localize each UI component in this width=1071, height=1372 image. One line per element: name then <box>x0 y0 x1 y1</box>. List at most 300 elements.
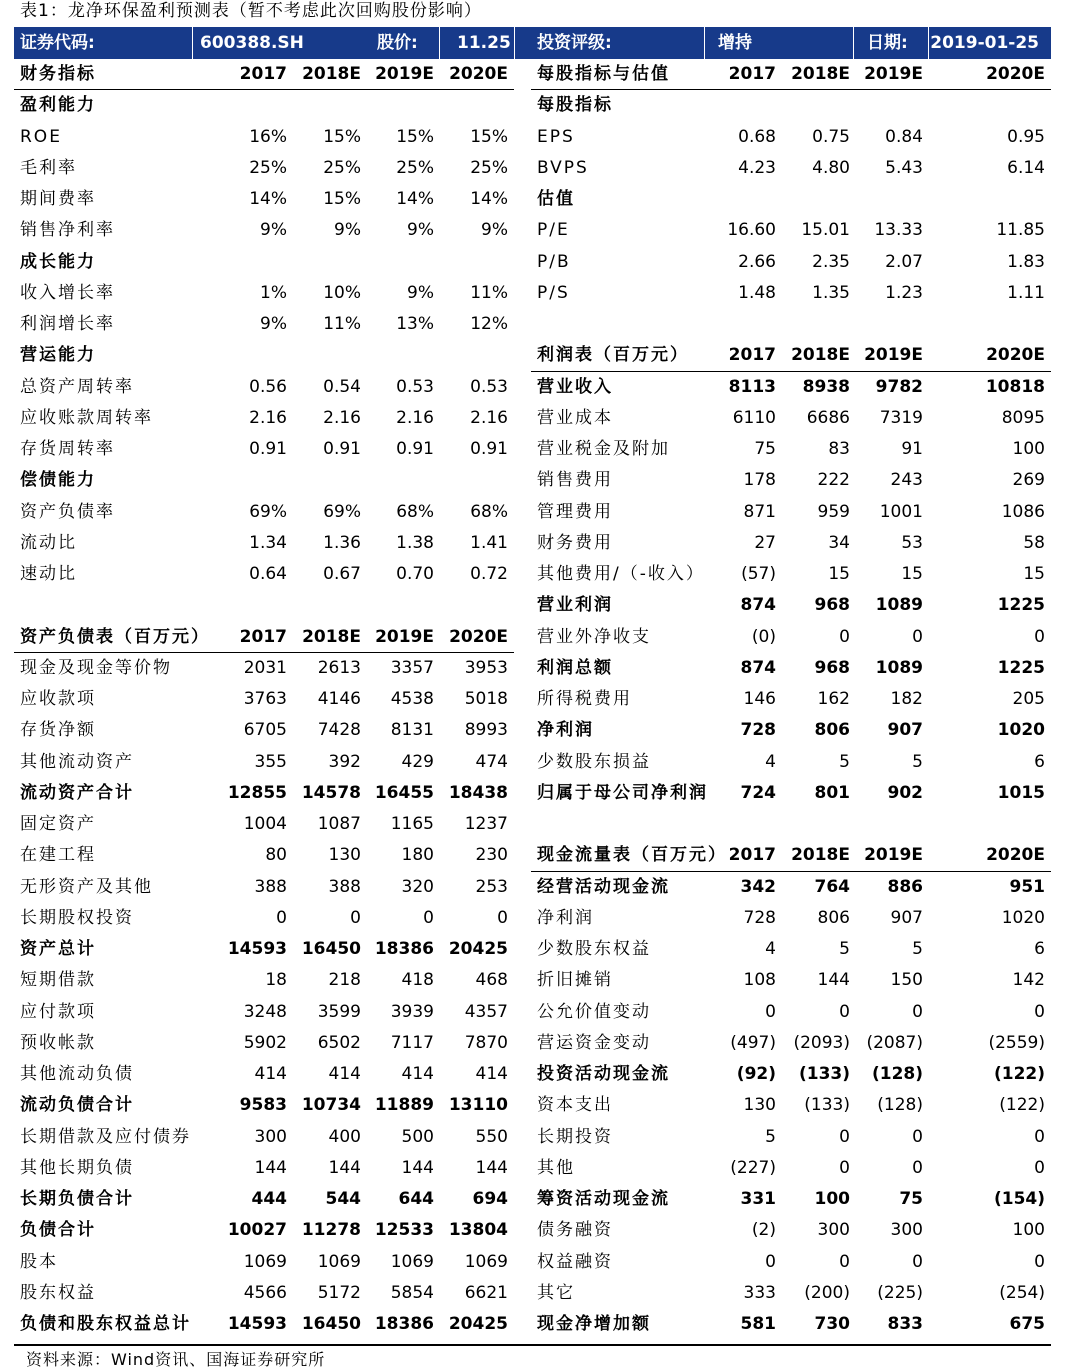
row-value: (2) <box>751 1220 776 1241</box>
row-value: 4 <box>765 939 776 959</box>
row-value: 0 <box>1034 1001 1045 1022</box>
row-value: 0 <box>1034 626 1045 647</box>
table-row <box>531 684 1051 715</box>
row-value: 12533 <box>374 1220 434 1241</box>
row-value: 180 <box>401 845 434 866</box>
row-label: 所得税费用 <box>537 689 632 709</box>
row-value: 0 <box>912 1126 923 1147</box>
row-label: 每股指标 <box>537 95 613 116</box>
row-value: 11% <box>323 314 361 334</box>
row-label: 其他费用/（-收入） <box>537 564 705 584</box>
table-row <box>531 184 1051 215</box>
row-value: 2018E <box>791 64 850 84</box>
table-caption: 表1：龙净环保盈利预测表（暂不考虑此次回购股份影响） <box>20 1 482 21</box>
row-value: (227) <box>730 1157 776 1178</box>
table-row <box>531 1153 1051 1184</box>
row-value: 5 <box>839 751 850 772</box>
row-value: 13.33 <box>874 220 923 241</box>
row-label: 估值 <box>537 189 575 209</box>
row-value: 9% <box>407 220 434 241</box>
stock-code-value: 600388.SH <box>200 33 304 53</box>
table-row <box>14 528 514 559</box>
table-row <box>531 497 1051 528</box>
row-label: 期间费率 <box>20 189 96 209</box>
row-value: 959 <box>817 501 850 522</box>
row-label: 成长能力 <box>20 251 96 272</box>
table-row <box>531 122 1051 153</box>
row-value: 0.70 <box>396 564 434 584</box>
row-value: 0 <box>765 1001 776 1022</box>
table-row <box>14 559 514 590</box>
row-value: 75 <box>899 1189 923 1209</box>
row-label: 固定资产 <box>20 814 96 834</box>
row-value: 0 <box>912 1157 923 1178</box>
table-row <box>14 965 514 996</box>
row-value: 300 <box>254 1126 287 1147</box>
row-value: 0.53 <box>470 376 508 397</box>
row-label: 财务指标 <box>20 64 96 84</box>
price-value: 11.25 <box>457 33 511 53</box>
row-value: 222 <box>817 470 850 491</box>
row-label: 长期股权投资 <box>20 907 134 928</box>
row-value: 4.23 <box>738 157 776 178</box>
row-value: (2087) <box>866 1032 923 1053</box>
row-value: 0.95 <box>1007 126 1045 147</box>
row-value: 1089 <box>875 657 923 678</box>
row-label: 长期投资 <box>537 1126 613 1147</box>
table-row <box>531 340 1051 371</box>
row-value: 178 <box>743 470 776 491</box>
row-value: 801 <box>814 782 850 803</box>
row-value: 6502 <box>317 1032 361 1053</box>
row-value: 1069 <box>243 1251 287 1272</box>
row-value: 1020 <box>1001 907 1045 928</box>
row-value: 15% <box>323 189 361 209</box>
row-value: 0 <box>839 1126 850 1147</box>
row-label: 长期借款及应付债券 <box>20 1126 191 1147</box>
table-row <box>14 215 514 246</box>
table-row <box>14 653 514 684</box>
table-row <box>14 684 514 715</box>
table-row <box>14 247 514 278</box>
row-value: 2.16 <box>470 407 508 428</box>
row-value: (254) <box>999 1282 1045 1303</box>
row-value: 2019E <box>375 64 434 84</box>
row-value: 14593 <box>227 939 287 959</box>
row-value: 968 <box>814 595 850 616</box>
row-value: 20425 <box>448 1314 508 1334</box>
row-value: 13804 <box>448 1220 508 1241</box>
row-value: 300 <box>890 1220 923 1241</box>
table-row <box>14 372 514 403</box>
row-value: 14578 <box>301 782 361 803</box>
row-value: 1001 <box>879 501 923 522</box>
row-label: 营运资金变动 <box>537 1032 651 1053</box>
row-label: 营运能力 <box>20 345 96 366</box>
row-value: 2017 <box>728 345 776 366</box>
table-row <box>531 653 1051 684</box>
row-label: 折旧摊销 <box>537 970 613 991</box>
table-row <box>14 903 514 934</box>
row-label: 现金净增加额 <box>537 1314 651 1334</box>
header-bar <box>14 27 1051 59</box>
row-value: 11.85 <box>996 220 1045 241</box>
row-value: 871 <box>743 501 776 522</box>
table-row <box>14 403 514 434</box>
row-value: 5854 <box>390 1282 434 1303</box>
row-value: 14% <box>249 189 287 209</box>
row-label: P/B <box>537 251 571 272</box>
row-label: 归属于母公司净利润 <box>537 782 708 803</box>
row-value: 2018E <box>791 345 850 366</box>
row-value: 388 <box>254 876 287 897</box>
row-label: 权益融资 <box>537 1251 613 1272</box>
row-label: 管理费用 <box>537 501 613 522</box>
table-row <box>531 1184 1051 1215</box>
row-value: 11278 <box>301 1220 361 1241</box>
table-row <box>14 622 514 653</box>
row-label: 预收帐款 <box>20 1032 96 1053</box>
table-row <box>531 903 1051 934</box>
row-value: 0.91 <box>470 439 508 459</box>
header-divider <box>928 27 929 59</box>
row-value: 1089 <box>875 595 923 616</box>
row-value: 1% <box>260 282 287 303</box>
row-value: 1069 <box>317 1251 361 1272</box>
row-value: 0 <box>1034 1251 1045 1272</box>
row-value: 69% <box>323 501 361 522</box>
table-row <box>14 1309 514 1340</box>
row-label: 经营活动现金流 <box>537 876 670 897</box>
source-note: 资料来源：Wind资讯、国海证券研究所 <box>26 1350 326 1369</box>
row-value: 0 <box>497 907 508 928</box>
row-value: 5 <box>912 751 923 772</box>
row-value: 100 <box>1012 1220 1045 1241</box>
row-label: 总资产周转率 <box>20 376 134 397</box>
table-row <box>14 872 514 903</box>
row-label: 其它 <box>537 1282 575 1303</box>
row-value: 162 <box>817 689 850 709</box>
row-value: 907 <box>890 907 923 928</box>
row-value: 144 <box>817 970 850 991</box>
row-value: 2031 <box>243 657 287 678</box>
table-row <box>14 997 514 1028</box>
row-value: 2.35 <box>812 251 850 272</box>
row-value: 392 <box>328 751 361 772</box>
row-value: (57) <box>741 564 776 584</box>
row-value: 0.53 <box>396 376 434 397</box>
row-label: ROE <box>20 126 62 147</box>
row-value: 0.84 <box>885 126 923 147</box>
row-value: 3939 <box>390 1001 434 1022</box>
row-value: 951 <box>1009 876 1045 897</box>
row-value: 144 <box>328 1157 361 1178</box>
row-value: 20425 <box>448 939 508 959</box>
row-value: 3248 <box>243 1001 287 1022</box>
header-divider <box>704 27 705 59</box>
table-row <box>14 1153 514 1184</box>
row-label: 净利润 <box>537 720 594 741</box>
row-value: 1.83 <box>1007 251 1045 272</box>
row-value: 25% <box>249 157 287 178</box>
table-row <box>531 434 1051 465</box>
row-value: 500 <box>401 1126 434 1147</box>
row-value: 0.56 <box>249 376 287 397</box>
row-value: 2017 <box>239 64 287 84</box>
row-value: 0.75 <box>812 126 850 147</box>
row-value: 342 <box>740 876 776 897</box>
row-value: 550 <box>475 1126 508 1147</box>
row-value: 0 <box>1034 1126 1045 1147</box>
table-row <box>14 778 514 809</box>
row-value: (154) <box>993 1189 1045 1209</box>
table-row <box>14 747 514 778</box>
row-value: 53 <box>901 532 923 553</box>
row-value: 5018 <box>464 689 508 709</box>
row-value: 1069 <box>390 1251 434 1272</box>
row-value: 6686 <box>806 407 850 428</box>
row-label: 应收款项 <box>20 689 96 709</box>
table-row <box>14 1122 514 1153</box>
row-value: 6 <box>1034 939 1045 959</box>
table-row <box>531 840 1051 871</box>
row-label: 短期借款 <box>20 970 96 991</box>
row-label: 资本支出 <box>537 1095 613 1116</box>
row-value: 10818 <box>985 376 1045 397</box>
table-row <box>14 1247 514 1278</box>
row-value: 902 <box>887 782 923 803</box>
row-value: 806 <box>814 720 850 741</box>
row-value: 6621 <box>464 1282 508 1303</box>
row-value: 5 <box>839 939 850 959</box>
table-row <box>531 715 1051 746</box>
table-row <box>531 1215 1051 1246</box>
row-value: 5902 <box>243 1032 287 1053</box>
table-row <box>14 809 514 840</box>
row-value: 874 <box>740 657 776 678</box>
table-row <box>14 715 514 746</box>
row-value: 724 <box>740 782 776 803</box>
row-value: 14593 <box>227 1314 287 1334</box>
row-value: 728 <box>743 907 776 928</box>
row-value: 2019E <box>864 845 923 866</box>
row-label: 营业外净收支 <box>537 626 651 647</box>
row-value: 2020E <box>986 345 1045 366</box>
row-value: 11% <box>470 282 508 303</box>
row-value: 2.16 <box>323 407 361 428</box>
row-value: 1015 <box>997 782 1045 803</box>
row-value: 8993 <box>464 720 508 741</box>
table-bottom-rule <box>14 1344 1051 1346</box>
row-value: 142 <box>1012 970 1045 991</box>
row-value: (122) <box>999 1095 1045 1116</box>
row-value: 3763 <box>243 689 287 709</box>
row-value: 218 <box>328 970 361 991</box>
row-value: 2.07 <box>885 251 923 272</box>
row-label: 速动比 <box>20 564 77 584</box>
row-value: 320 <box>401 876 434 897</box>
row-value: 764 <box>814 876 850 897</box>
row-value: 4538 <box>390 689 434 709</box>
row-value: 16450 <box>301 939 361 959</box>
row-value: 69% <box>249 501 287 522</box>
table-row <box>531 809 1051 840</box>
row-value: 0 <box>1034 1157 1045 1178</box>
table-row <box>14 184 514 215</box>
row-label: 流动资产合计 <box>20 782 134 803</box>
table-row <box>531 1028 1051 1059</box>
table-row <box>531 1059 1051 1090</box>
table-row <box>531 309 1051 340</box>
row-label: 筹资活动现金流 <box>537 1189 670 1209</box>
row-label: 利润增长率 <box>20 314 115 334</box>
table-row <box>14 1059 514 1090</box>
table-row <box>14 340 514 371</box>
row-label: 盈利能力 <box>20 95 96 116</box>
row-value: 414 <box>328 1064 361 1084</box>
row-value: 2017 <box>239 626 287 647</box>
header-divider <box>439 27 440 59</box>
row-value: 10027 <box>227 1220 287 1241</box>
row-value: 6705 <box>243 720 287 741</box>
row-value: 0.67 <box>323 564 361 584</box>
row-value: 144 <box>475 1157 508 1178</box>
row-value: 1.35 <box>812 282 850 303</box>
row-value: 544 <box>325 1189 361 1209</box>
row-label: 营业利润 <box>537 595 613 616</box>
row-value: 0 <box>350 907 361 928</box>
row-value: 2019E <box>864 64 923 84</box>
row-value: 16.60 <box>727 220 776 241</box>
table-row <box>531 1278 1051 1309</box>
row-value: 253 <box>475 876 508 897</box>
row-value: 3357 <box>390 657 434 678</box>
row-value: 14% <box>470 189 508 209</box>
header-divider <box>853 27 854 59</box>
row-value: 444 <box>251 1189 287 1209</box>
row-value: 58 <box>1023 532 1045 553</box>
row-value: 5 <box>765 1126 776 1147</box>
row-label: 资产负债率 <box>20 501 115 522</box>
row-value: (122) <box>993 1064 1045 1084</box>
row-value: 10734 <box>301 1095 361 1116</box>
row-value: 68% <box>396 501 434 522</box>
row-value: 91 <box>901 439 923 459</box>
row-value: 2.66 <box>738 251 776 272</box>
row-value: 0.91 <box>396 439 434 459</box>
row-value: 1225 <box>997 657 1045 678</box>
row-label: 资产负债表（百万元） <box>20 626 210 647</box>
row-value: 3599 <box>317 1001 361 1022</box>
row-value: 429 <box>401 751 434 772</box>
row-label: 销售净利率 <box>20 220 115 241</box>
row-value: 9583 <box>239 1095 287 1116</box>
row-label: 销售费用 <box>537 470 613 491</box>
table-row <box>531 403 1051 434</box>
row-value: 68% <box>470 501 508 522</box>
row-label: 营业收入 <box>537 376 613 397</box>
row-value: 2020E <box>449 64 508 84</box>
row-value: 12% <box>470 314 508 334</box>
rating-value: 增持 <box>718 33 752 53</box>
row-label: 收入增长率 <box>20 282 115 303</box>
row-value: 468 <box>475 970 508 991</box>
row-value: 2.16 <box>249 407 287 428</box>
row-value: 15% <box>470 126 508 147</box>
row-value: 1.23 <box>885 282 923 303</box>
row-value: 2.16 <box>396 407 434 428</box>
table-row <box>531 1122 1051 1153</box>
row-value: 644 <box>398 1189 434 1209</box>
table-row <box>531 1090 1051 1121</box>
row-value: 2019E <box>864 345 923 366</box>
row-value: 1020 <box>997 720 1045 741</box>
row-value: 1.34 <box>249 532 287 553</box>
row-value: 0 <box>912 1001 923 1022</box>
row-value: 1237 <box>464 814 508 834</box>
row-value: 414 <box>401 1064 434 1084</box>
row-label: 其他流动资产 <box>20 751 134 772</box>
row-value: 0 <box>839 626 850 647</box>
row-value: 728 <box>740 720 776 741</box>
row-label: 应收账款周转率 <box>20 407 153 428</box>
right-table <box>531 59 1051 1340</box>
table-row <box>531 465 1051 496</box>
row-label: 净利润 <box>537 907 594 928</box>
table-row <box>531 372 1051 403</box>
row-value: 25% <box>396 157 434 178</box>
row-value: 2020E <box>986 64 1045 84</box>
row-value: 7870 <box>464 1032 508 1053</box>
row-value: 13% <box>396 314 434 334</box>
stock-code-label: 证券代码: <box>20 33 95 53</box>
row-value: 15 <box>1023 564 1045 584</box>
row-label: 应付款项 <box>20 1001 96 1022</box>
table-row <box>531 934 1051 965</box>
row-value: 5.43 <box>885 157 923 178</box>
row-value: 18386 <box>374 939 434 959</box>
row-value: 18438 <box>448 782 508 803</box>
date-value: 2019-01-25 <box>930 33 1039 53</box>
row-value: 16% <box>249 126 287 147</box>
rating-label: 投资评级: <box>537 33 612 53</box>
table-row <box>531 59 1051 90</box>
row-value: (225) <box>877 1282 923 1303</box>
table-row <box>14 590 514 621</box>
row-value: 355 <box>254 751 287 772</box>
row-label: 少数股东损益 <box>537 751 651 772</box>
row-label: 财务费用 <box>537 532 613 553</box>
table-row <box>14 497 514 528</box>
row-value: 4357 <box>464 1001 508 1022</box>
row-value: (92) <box>736 1064 776 1084</box>
row-value: 2613 <box>317 657 361 678</box>
row-label: 流动负债合计 <box>20 1095 134 1116</box>
row-value: 2020E <box>986 845 1045 866</box>
row-label: 无形资产及其他 <box>20 876 153 897</box>
table-row <box>531 528 1051 559</box>
row-value: 100 <box>1012 439 1045 459</box>
row-label: 公允价值变动 <box>537 1001 651 1022</box>
row-value: 27 <box>754 532 776 553</box>
row-label: BVPS <box>537 157 589 178</box>
row-label: 投资活动现金流 <box>537 1064 670 1084</box>
row-value: 3953 <box>464 657 508 678</box>
row-label: 负债合计 <box>20 1220 96 1241</box>
row-value: 400 <box>328 1126 361 1147</box>
left-table <box>14 59 514 1340</box>
row-value: 9% <box>334 220 361 241</box>
